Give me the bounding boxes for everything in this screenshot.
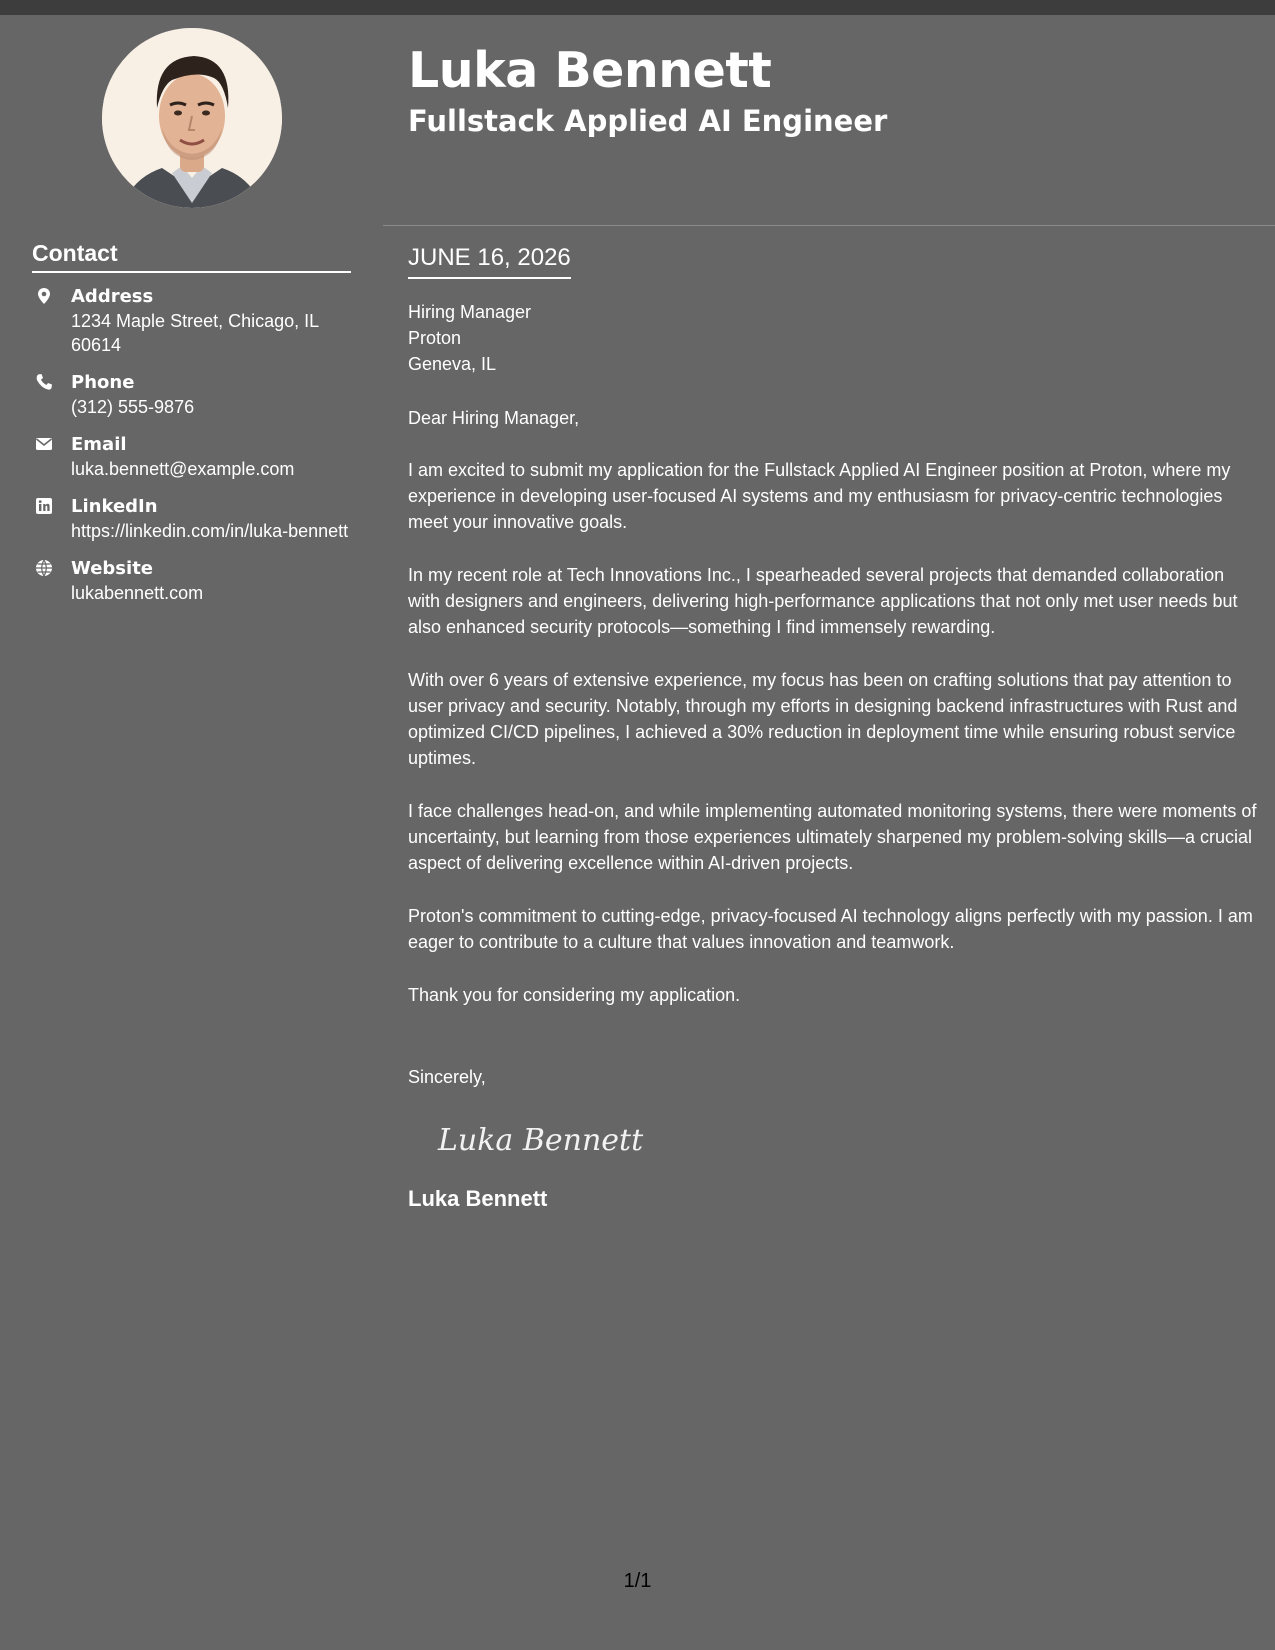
candidate-name: Luka Bennett [408, 42, 772, 99]
letter-paragraph: With over 6 years of extensive experience, my focus has been on crafting solutions that pay attention to user privacy and security. Notably, through my efforts in designing backend infrastructures with Rust and optimized CI/CD pipelines, I achieved a 30% reduction in deployment time while ensuring robust service uptimes. [408, 670, 1238, 768]
letter-paragraph: I am excited to submit my application for the Fullstack Applied AI Engineer position at Proton, where my experience in developing user-focused AI systems and my enthusiasm for privacy-centric technologies meet your innovative goals. [408, 460, 1231, 532]
contact-value[interactable]: lukabennett.com [71, 583, 204, 603]
profile-photo [102, 28, 282, 208]
contact-address [32, 285, 362, 357]
contact-label: Phone [71, 372, 135, 393]
contact-linkedin [32, 495, 362, 543]
recipient-line: Geneva, IL [408, 354, 497, 374]
letter-paragraph: In my recent role at Tech Innovations Inc., I spearheaded several projects that demanded collaboration with designers and engineers, delivering high-performance applications that not only met user needs but also enhanced security protocols—something I find immensely rewarding. [408, 565, 1238, 637]
top-bar [0, 0, 1275, 15]
letter-body [408, 244, 1258, 1212]
contact-website [32, 557, 362, 605]
location-pin-icon [35, 287, 53, 305]
linkedin-icon [35, 497, 53, 515]
recipient-line: Hiring Manager [408, 302, 532, 322]
salutation: Dear Hiring Manager, [408, 408, 580, 428]
contact-label: LinkedIn [71, 496, 158, 517]
contact-label: Email [71, 434, 127, 455]
job-title: Fullstack Applied AI Engineer [408, 104, 888, 138]
letter-paragraph: Thank you for considering my application. [408, 985, 741, 1005]
envelope-icon [35, 435, 53, 453]
contact-label: Website [71, 558, 154, 579]
letter-date: JUNE 16, 2026 [408, 244, 571, 279]
letter-paragraph: Proton's commitment to cutting-edge, privacy-focused AI technology aligns perfectly with my passion. I am eager to contribute to a culture that values innovation and teamwork. [408, 906, 1253, 952]
contact-list [32, 285, 362, 619]
page-number: 1/1 [623, 1570, 652, 1592]
phone-icon [35, 373, 53, 391]
recipient-block [408, 299, 1258, 377]
signer-name: Luka Bennett [408, 1186, 548, 1211]
contact-email [32, 433, 362, 481]
closing: Sincerely, [408, 1067, 486, 1087]
contact-heading: Contact [32, 240, 351, 273]
header-divider [383, 225, 1275, 226]
contact-phone [32, 371, 362, 419]
contact-value[interactable]: https://linkedin.com/in/luka-bennett [71, 521, 349, 541]
letter-paragraph: I face challenges head-on, and while implementing automated monitoring systems, there were moments of uncertainty, but learning from those experiences ultimately sharpened my problem-solving skills—a crucial aspect of delivering excellence within AI-driven projects. [408, 801, 1257, 873]
handwritten-signature [434, 1114, 654, 1164]
contact-label: Address [71, 286, 154, 307]
signature-text: Luka Bennett [438, 1123, 644, 1158]
recipient-line: Proton [408, 328, 462, 348]
contact-value: 1234 Maple Street, Chicago, IL 60614 [71, 311, 319, 355]
globe-icon [35, 559, 53, 577]
contact-value: (312) 555-9876 [71, 397, 195, 417]
contact-value[interactable]: luka.bennett@example.com [71, 459, 295, 479]
